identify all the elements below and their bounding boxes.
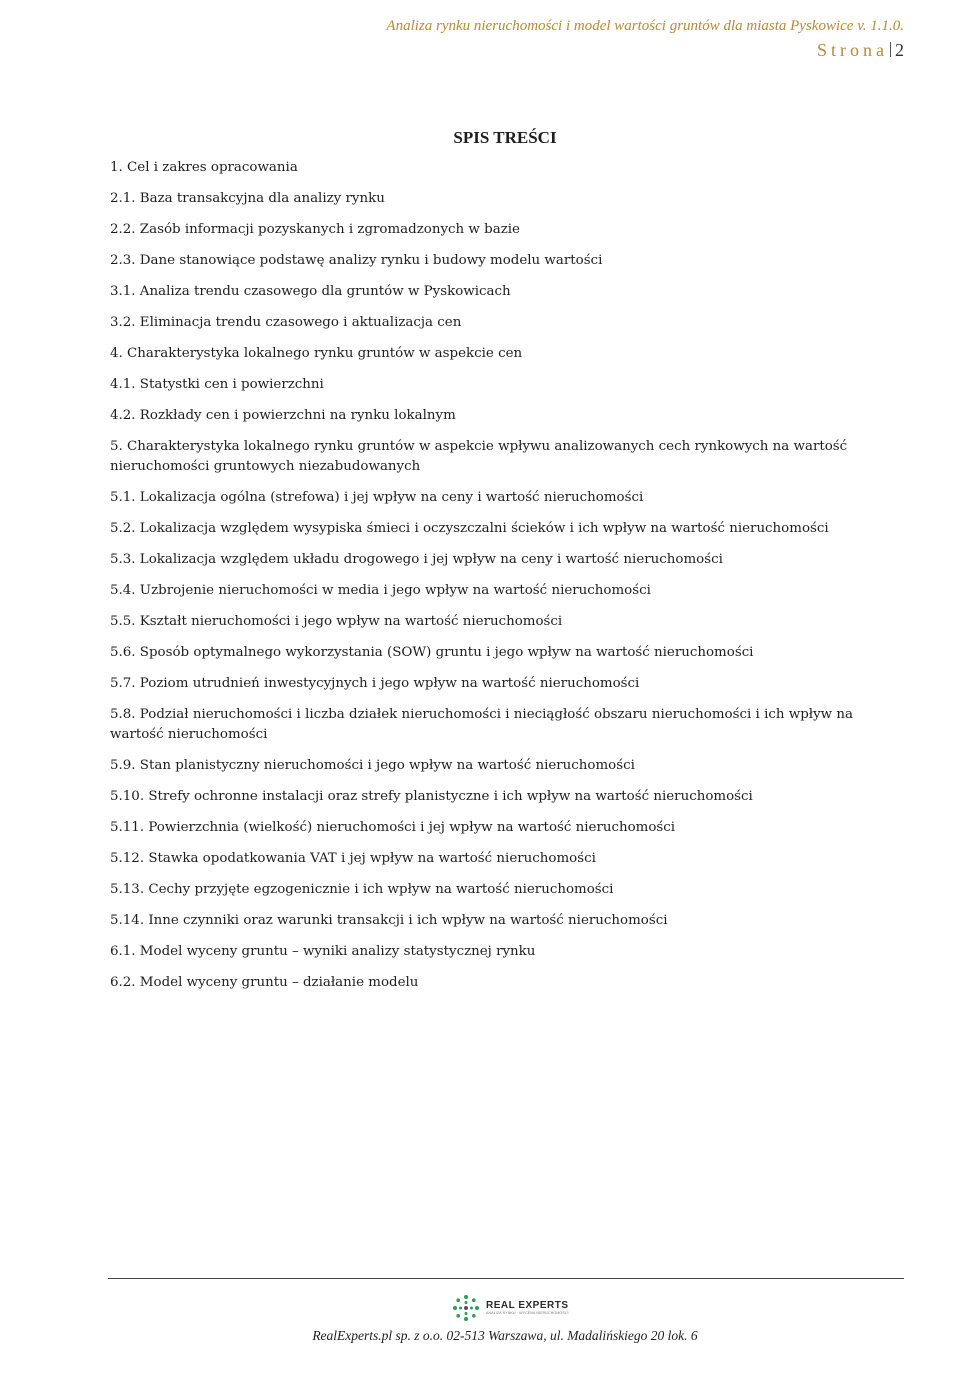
page-number [817, 40, 904, 61]
toc-item[interactable]: 5.9. Stan planistyczny nieruchomości i jego wpływ na wartość nieruchomości [110, 758, 635, 773]
footer-divider [108, 1278, 904, 1279]
toc-item[interactable]: 5.8. Podział nieruchomości i liczba działek nieruchomości i nieciągłość obszaru nieruchomości i ich wpływ na wartość nieruchomości [110, 707, 853, 742]
toc-item[interactable]: 2.3. Dane stanowiące podstawę analizy rynku i budowy modelu wartości [110, 253, 603, 268]
real-experts-logo-icon [452, 1294, 480, 1322]
toc-item[interactable]: 5.11. Powierzchnia (wielkość) nieruchomości i jej wpływ na wartość nieruchomości [110, 820, 676, 835]
toc-item[interactable]: 5.1. Lokalizacja ogólna (strefowa) i jej wpływ na ceny i wartość nieruchomości [110, 490, 644, 505]
toc-heading: SPIS TREŚCI [453, 128, 557, 147]
toc-item[interactable]: 5. Charakterystyka lokalnego rynku gruntów w aspekcie wpływu analizowanych cech rynkowych na wartość nieruchomości gruntowych niezabudowanych [110, 439, 848, 474]
toc-item[interactable]: 3.1. Analiza trendu czasowego dla gruntów w Pyskowicach [110, 284, 511, 299]
toc-item[interactable]: 4. Charakterystyka lokalnego rynku gruntów w aspekcie cen [110, 346, 523, 361]
toc-item[interactable]: 4.1. Statystki cen i powierzchni [110, 377, 324, 392]
company-logo [452, 1293, 569, 1323]
page-number-value: 2 [895, 40, 904, 60]
toc-item[interactable]: 1. Cel i zakres opracowania [110, 160, 298, 175]
toc-item[interactable]: 5.14. Inne czynniki oraz warunki transakcji i ich wpływ na wartość nieruchomości [110, 913, 668, 928]
toc-item[interactable]: 5.6. Sposób optymalnego wykorzystania (SOW) gruntu i jego wpływ na wartość nieruchomości [110, 645, 754, 660]
toc-item[interactable]: 4.2. Rozkłady cen i powierzchni na rynku lokalnym [110, 408, 456, 423]
toc-item[interactable]: 6.1. Model wyceny gruntu – wyniki analizy statystycznej rynku [110, 944, 536, 959]
toc-item[interactable]: 5.4. Uzbrojenie nieruchomości w media i jego wpływ na wartość nieruchomości [110, 583, 651, 598]
toc-item[interactable]: 5.2. Lokalizacja względem wysypiska śmieci i oczyszczalni ścieków i ich wpływ na wartość nieruchomości [110, 521, 829, 536]
table-of-contents [110, 158, 900, 1004]
toc-item[interactable]: 5.13. Cechy przyjęte egzogenicznie i ich wpływ na wartość nieruchomości [110, 882, 614, 897]
toc-item[interactable]: 2.2. Zasób informacji pozyskanych i zgromadzonych w bazie [110, 222, 520, 237]
toc-item[interactable]: 5.7. Poziom utrudnień inwestycyjnych i jego wpływ na wartość nieruchomości [110, 676, 640, 691]
footer-address: RealExperts.pl sp. z o.o. 02-513 Warszawa, ul. Madalińskiego 20 lok. 6 [312, 1328, 698, 1343]
toc-item[interactable]: 6.2. Model wyceny gruntu – działanie modelu [110, 975, 419, 990]
logo-tagline: ANALIZA RYNKU · WYCENA NIERUCHOMOŚCI [486, 1311, 569, 1315]
toc-item[interactable]: 5.5. Kształt nieruchomości i jego wpływ na wartość nieruchomości [110, 614, 563, 629]
page-separator [890, 42, 891, 57]
page-label: Strona [817, 40, 888, 60]
toc-item[interactable]: 5.3. Lokalizacja względem układu drogowego i jej wpływ na ceny i wartość nieruchomości [110, 552, 723, 567]
toc-item[interactable]: 2.1. Baza transakcyjna dla analizy rynku [110, 191, 385, 206]
logo-name: REAL EXPERTS [486, 1300, 569, 1311]
toc-item[interactable]: 3.2. Eliminacja trendu czasowego i aktualizacja cen [110, 315, 462, 330]
toc-item[interactable]: 5.10. Strefy ochronne instalacji oraz strefy planistyczne i ich wpływ na wartość nieruchomości [110, 789, 753, 804]
toc-item[interactable]: 5.12. Stawka opodatkowania VAT i jej wpływ na wartość nieruchomości [110, 851, 596, 866]
document-title: Analiza rynku nieruchomości i model wartości gruntów dla miasta Pyskowice v. 1.1.0. [386, 18, 904, 34]
